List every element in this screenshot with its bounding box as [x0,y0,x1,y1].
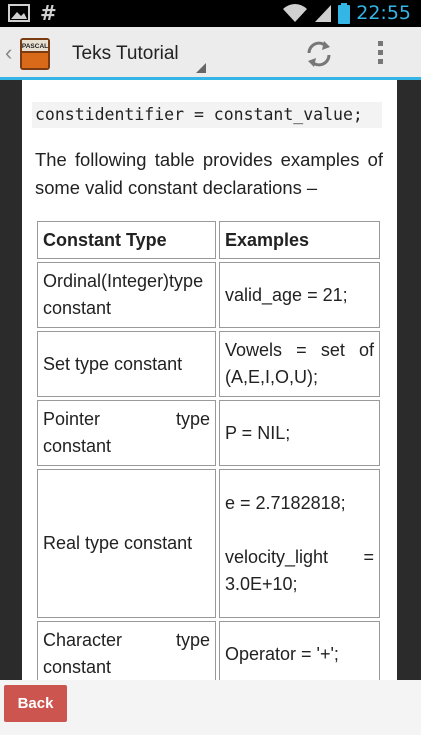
constants-table [34,218,383,680]
tutorial-content[interactable] [22,80,397,680]
header-examples: Examples [219,221,380,259]
logo-text: PASCAL [21,43,49,50]
up-chevron-icon[interactable]: ‹ [5,40,13,65]
overflow-menu-icon[interactable] [378,41,386,68]
image-notification-icon [8,3,30,23]
cell-type: Character type constant [37,621,216,680]
refresh-icon[interactable] [304,39,334,69]
cell-type: Ordinal(Integer)type constant [37,262,216,328]
bottom-bar [0,680,421,735]
cell-type: Real type constant [37,469,216,618]
battery-icon [338,3,350,24]
table-row [37,400,380,466]
header-constant-type: Constant Type [37,221,216,259]
cell-type: Set type constant [37,331,216,397]
status-bar [0,0,421,27]
table-header-row [37,221,380,259]
right-margin [397,80,421,680]
signal-icon [314,3,332,23]
cell-example [219,469,380,618]
table-row [37,262,380,328]
back-button[interactable]: Back [4,685,67,722]
wifi-icon [282,3,308,23]
cell-type: Pointer type constant [37,400,216,466]
cell-example: Vowels = set of (A,E,I,O,U); [219,331,380,397]
table-row [37,331,380,397]
spinner-indicator-icon[interactable] [196,63,206,73]
app-title[interactable]: Teks Tutorial [72,43,179,64]
cell-example: valid_age = 21; [219,262,380,328]
hash-notification-icon: # [40,1,57,25]
clock: 22:55 [356,2,411,24]
example-line: e = 2.7182818; [225,492,346,513]
example-line: velocity_light = 3.0E+10; [225,546,374,594]
cell-example: Operator = '+'; [219,621,380,680]
pascal-app-icon[interactable] [18,37,52,71]
action-bar [0,27,421,80]
code-snippet: constidentifier = constant_value; [32,102,382,128]
table-row [37,621,380,680]
table-row [37,469,380,618]
left-margin [0,80,22,680]
intro-paragraph: The following table provides examples of some valid constant declarations – [35,149,383,198]
cell-example: P = NIL; [219,400,380,466]
